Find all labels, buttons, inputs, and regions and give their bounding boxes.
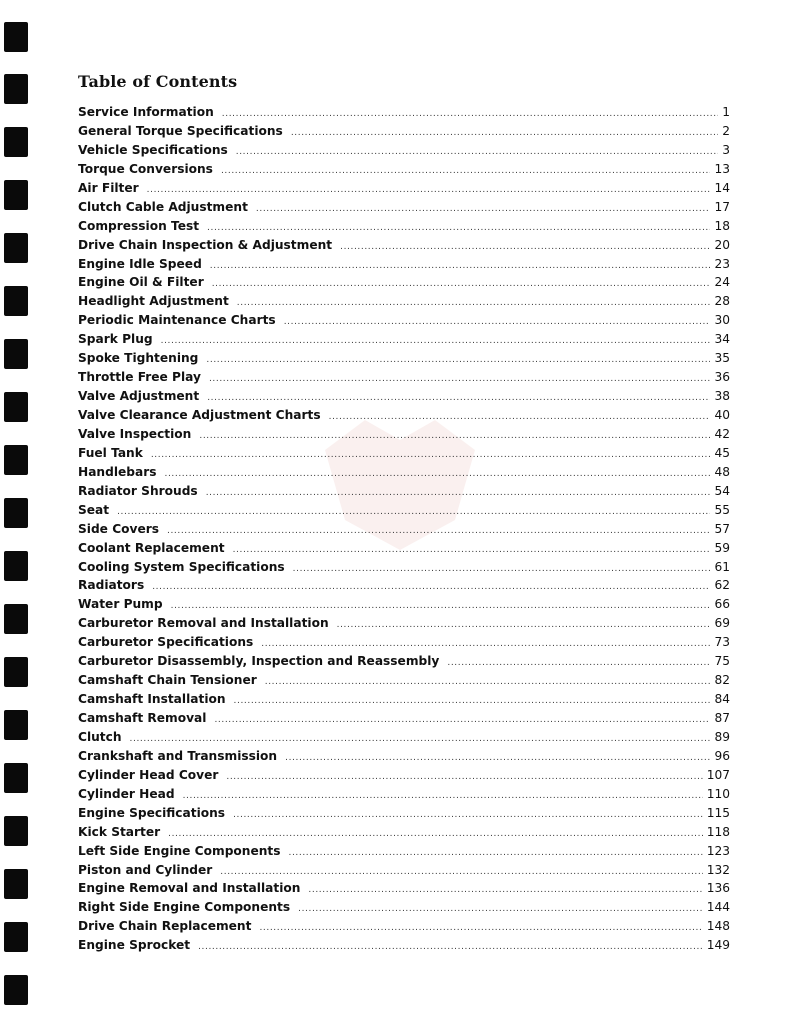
binding-hole <box>4 339 28 369</box>
dot-leader <box>289 848 703 858</box>
toc-entry-page: 61 <box>714 559 730 574</box>
dot-leader <box>214 715 710 725</box>
toc-entry[interactable] <box>78 446 730 465</box>
dot-leader <box>291 128 718 138</box>
toc-entry-title: Carburetor Removal and Installation <box>78 616 329 631</box>
toc-entry-page: 23 <box>714 256 730 271</box>
toc-entry-title: Carburetor Disassembly, Inspection and Reassembly <box>78 654 440 669</box>
toc-entry-page: 1 <box>722 105 730 119</box>
toc-entry-title: Clutch Cable Adjustment <box>78 199 248 214</box>
dot-leader <box>152 582 710 592</box>
toc-entry[interactable] <box>78 597 730 616</box>
toc-entry[interactable] <box>78 351 730 370</box>
toc-entry-page: 24 <box>714 275 730 290</box>
toc-entry-page: 136 <box>706 881 730 896</box>
toc-entry-page: 69 <box>714 616 730 631</box>
toc-entry[interactable] <box>78 124 730 143</box>
toc-entry-page: 20 <box>714 237 730 252</box>
toc-entry-page: 45 <box>714 445 730 460</box>
toc-entry-page: 55 <box>714 502 730 517</box>
toc-entry-page: 96 <box>714 748 730 763</box>
toc-entry-title: Camshaft Chain Tensioner <box>78 673 257 688</box>
toc-entry[interactable] <box>78 787 730 806</box>
toc-entry[interactable] <box>78 919 730 938</box>
toc-entry-title: Engine Idle Speed <box>78 256 202 271</box>
toc-entry-title: Piston and Cylinder <box>78 862 213 877</box>
toc-entry-page: 115 <box>706 805 730 820</box>
toc-entry-title: Drive Chain Replacement <box>78 919 252 934</box>
toc-entry-title: General Torque Specifications <box>78 123 283 138</box>
binding-hole <box>4 710 28 740</box>
dot-leader <box>151 450 711 460</box>
dot-leader <box>183 791 703 801</box>
toc-entry[interactable] <box>78 654 730 673</box>
dot-leader <box>233 810 703 820</box>
toc-entry-page: 123 <box>706 843 730 858</box>
toc-entry-title: Right Side Engine Components <box>78 900 291 915</box>
toc-entry-title: Engine Sprocket <box>78 938 191 953</box>
toc-entry[interactable] <box>78 257 730 276</box>
dot-leader <box>447 658 710 668</box>
toc-entry[interactable] <box>78 881 730 900</box>
toc-entry-title: Drive Chain Inspection & Adjustment <box>78 237 333 252</box>
toc-entry-page: 82 <box>714 673 730 688</box>
toc-entry-page: 38 <box>714 389 730 404</box>
toc-entry[interactable] <box>78 673 730 692</box>
toc-entry[interactable] <box>78 578 730 597</box>
toc-entry-page: 57 <box>714 521 730 536</box>
toc-entry-title: Service Information <box>78 105 214 119</box>
dot-leader <box>164 469 710 479</box>
binding-hole <box>4 975 28 1005</box>
binding-hole <box>4 816 28 846</box>
toc-entry-title: Valve Adjustment <box>78 389 200 404</box>
toc-entry[interactable] <box>78 749 730 768</box>
dot-leader <box>234 696 711 706</box>
page-title: Table of Contents <box>78 72 238 91</box>
dot-leader <box>161 336 711 346</box>
dot-leader <box>198 942 703 952</box>
dot-leader <box>340 242 710 252</box>
toc-entry-page: 35 <box>714 351 730 366</box>
toc-entry[interactable] <box>78 900 730 919</box>
toc-entry[interactable] <box>78 484 730 503</box>
dot-leader <box>221 166 711 176</box>
toc-entry-page: 17 <box>714 199 730 214</box>
dot-leader <box>337 620 711 630</box>
toc-entry-title: Water Pump <box>78 597 163 612</box>
toc-entry-page: 89 <box>714 729 730 744</box>
toc-entry-title: Cylinder Head Cover <box>78 767 219 782</box>
dot-leader <box>199 431 710 441</box>
toc-entry-page: 148 <box>706 919 730 934</box>
toc-entry-title: Vehicle Specifications <box>78 142 228 157</box>
binding-hole <box>4 127 28 157</box>
dot-leader <box>237 298 711 308</box>
toc-entry-page: 144 <box>706 900 730 915</box>
toc-entry-title: Engine Oil & Filter <box>78 275 204 290</box>
toc-entry[interactable] <box>78 332 730 351</box>
toc-entry-page: 110 <box>706 786 730 801</box>
toc-entry-page: 149 <box>706 938 730 953</box>
toc-entry[interactable] <box>78 313 730 332</box>
toc-entry-page: 40 <box>714 408 730 422</box>
toc-entry-title: Radiator Shrouds <box>78 483 198 498</box>
toc-entry[interactable] <box>78 844 730 863</box>
dot-leader <box>265 677 711 687</box>
toc-entry-page: 3 <box>722 142 730 157</box>
dot-leader <box>130 734 711 744</box>
dot-leader <box>207 223 710 233</box>
toc-entry-title: Radiators <box>78 578 145 593</box>
toc-entry[interactable] <box>78 427 730 446</box>
toc-entry-page: 59 <box>714 540 730 555</box>
dot-leader <box>261 639 710 649</box>
toc-entry[interactable] <box>78 560 730 579</box>
dot-leader <box>329 412 711 422</box>
toc-entry[interactable] <box>78 825 730 844</box>
binding-hole <box>4 657 28 687</box>
toc-entry-title: Camshaft Installation <box>78 692 226 707</box>
toc-entry-title: Valve Clearance Adjustment Charts <box>78 408 321 422</box>
dot-leader <box>207 393 710 403</box>
dot-leader <box>212 279 711 289</box>
document-page <box>78 72 730 957</box>
toc-entry[interactable] <box>78 370 730 389</box>
binding-hole <box>4 233 28 263</box>
toc-entry-title: Spoke Tightening <box>78 351 199 366</box>
toc-entry-page: 66 <box>714 597 730 612</box>
toc-entry[interactable] <box>78 200 730 219</box>
toc-list <box>78 105 730 957</box>
toc-entry-page: 13 <box>714 161 730 176</box>
toc-entry-title: Torque Conversions <box>78 161 213 176</box>
toc-entry[interactable] <box>78 408 730 427</box>
dot-leader <box>293 564 711 574</box>
toc-entry-page: 54 <box>714 483 730 498</box>
dot-leader <box>167 526 711 536</box>
toc-entry-page: 14 <box>714 180 730 195</box>
toc-entry[interactable] <box>78 238 730 257</box>
toc-entry[interactable] <box>78 503 730 522</box>
toc-entry-page: 84 <box>714 692 730 707</box>
dot-leader <box>236 147 718 157</box>
toc-entry[interactable] <box>78 541 730 560</box>
dot-leader <box>206 488 711 498</box>
binding-hole <box>4 604 28 634</box>
toc-entry-page: 30 <box>714 313 730 328</box>
toc-entry-page: 87 <box>714 711 730 725</box>
toc-entry[interactable] <box>78 616 730 635</box>
dot-leader <box>285 753 710 763</box>
toc-entry-title: Side Covers <box>78 521 159 536</box>
dot-leader <box>298 904 703 914</box>
toc-entry-page: 48 <box>714 464 730 479</box>
dot-leader <box>256 204 711 214</box>
toc-entry-title: Coolant Replacement <box>78 540 225 555</box>
toc-entry-title: Engine Specifications <box>78 805 226 820</box>
dot-leader <box>233 545 711 555</box>
toc-entry-title: Cylinder Head <box>78 786 175 801</box>
toc-entry[interactable] <box>78 181 730 200</box>
dot-leader <box>168 829 703 839</box>
toc-entry-title: Periodic Maintenance Charts <box>78 313 276 328</box>
toc-entry-page: 73 <box>714 635 730 650</box>
binding-hole <box>4 180 28 210</box>
binding-hole <box>4 922 28 952</box>
toc-entry[interactable] <box>78 692 730 711</box>
toc-entry[interactable] <box>78 294 730 313</box>
toc-entry[interactable] <box>78 275 730 294</box>
toc-entry-title: Seat <box>78 502 110 517</box>
dot-leader <box>117 507 710 517</box>
toc-entry[interactable] <box>78 105 730 124</box>
dot-leader <box>308 885 702 895</box>
toc-entry-title: Engine Removal and Installation <box>78 881 301 896</box>
toc-entry-page: 18 <box>714 218 730 233</box>
toc-entry-page: 62 <box>714 578 730 593</box>
toc-entry-title: Valve Inspection <box>78 426 192 441</box>
toc-entry-title: Handlebars <box>78 464 157 479</box>
toc-entry-title: Air Filter <box>78 180 139 195</box>
toc-entry-title: Camshaft Removal <box>78 711 207 725</box>
binding-hole <box>4 22 28 52</box>
binding-hole <box>4 498 28 528</box>
toc-entry-title: Headlight Adjustment <box>78 294 229 309</box>
binding-hole <box>4 763 28 793</box>
toc-entry[interactable] <box>78 389 730 408</box>
binding-holes <box>0 0 40 1035</box>
toc-entry[interactable] <box>78 863 730 882</box>
toc-entry-page: 42 <box>714 426 730 441</box>
dot-leader <box>259 923 702 933</box>
binding-hole <box>4 869 28 899</box>
toc-entry-title: Carburetor Specifications <box>78 635 254 650</box>
dot-leader <box>226 772 702 782</box>
toc-entry-title: Left Side Engine Components <box>78 843 281 858</box>
toc-entry[interactable] <box>78 635 730 654</box>
dot-leader <box>222 109 718 119</box>
binding-hole <box>4 445 28 475</box>
dot-leader <box>171 601 711 611</box>
toc-entry-title: Crankshaft and Transmission <box>78 748 278 763</box>
toc-entry-page: 34 <box>714 332 730 347</box>
toc-entry-page: 132 <box>706 862 730 877</box>
dot-leader <box>220 867 702 877</box>
toc-entry-page: 36 <box>714 370 730 385</box>
toc-entry-title: Cooling System Specifications <box>78 559 285 574</box>
toc-entry[interactable] <box>78 711 730 730</box>
binding-hole <box>4 74 28 104</box>
toc-entry[interactable] <box>78 768 730 787</box>
dot-leader <box>209 374 711 384</box>
toc-entry[interactable] <box>78 219 730 238</box>
toc-entry[interactable] <box>78 522 730 541</box>
toc-entry[interactable] <box>78 938 730 957</box>
toc-entry[interactable] <box>78 143 730 162</box>
toc-entry-title: Compression Test <box>78 218 200 233</box>
toc-entry[interactable] <box>78 730 730 749</box>
toc-entry-page: 28 <box>714 294 730 309</box>
toc-entry[interactable] <box>78 806 730 825</box>
toc-entry-title: Fuel Tank <box>78 445 143 460</box>
toc-entry-page: 2 <box>722 123 730 138</box>
binding-hole <box>4 286 28 316</box>
toc-entry-title: Kick Starter <box>78 824 161 839</box>
binding-hole <box>4 392 28 422</box>
toc-entry-page: 118 <box>706 824 730 839</box>
toc-entry-title: Spark Plug <box>78 332 153 347</box>
dot-leader <box>147 185 711 195</box>
dot-leader <box>206 355 710 365</box>
dot-leader <box>284 317 711 327</box>
toc-entry-page: 75 <box>714 654 730 669</box>
toc-entry-page: 107 <box>706 767 730 782</box>
dot-leader <box>210 261 711 271</box>
toc-entry-title: Clutch <box>78 729 122 744</box>
toc-entry-title: Throttle Free Play <box>78 370 201 385</box>
toc-entry[interactable] <box>78 465 730 484</box>
binding-hole <box>4 551 28 581</box>
toc-entry[interactable] <box>78 162 730 181</box>
